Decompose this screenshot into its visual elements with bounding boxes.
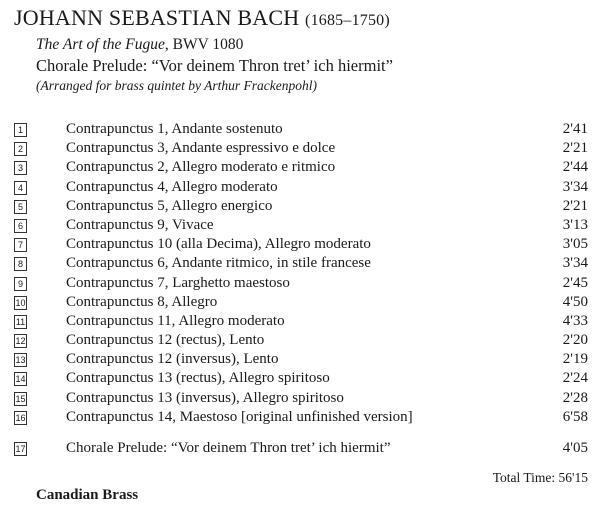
track-duration: 2'20 [562, 332, 588, 349]
track-title: Contrapunctus 6, Andante ritmico, in stile francese [66, 255, 371, 272]
track-row [14, 216, 588, 235]
track-duration: 2'45 [562, 274, 588, 291]
work-title: The Art of the Fugue [36, 36, 165, 53]
track-duration: 4'05 [562, 440, 588, 456]
track-number: 6 [14, 219, 27, 233]
track-row [14, 439, 588, 458]
track-title: Contrapunctus 12 (inversus), Lento [66, 351, 279, 368]
track-number: 10 [15, 297, 26, 308]
track-duration: 3'05 [562, 236, 588, 253]
track-duration: 3'34 [562, 255, 588, 272]
performer: Canadian Brass [36, 487, 139, 503]
track-row [14, 408, 588, 427]
track-number: 12 [15, 336, 26, 347]
track-title: Contrapunctus 11, Allegro moderato [66, 312, 285, 329]
work-number: , BWV 1080 [164, 36, 244, 53]
track-duration: 2'21 [562, 197, 588, 214]
track-number: 4 [14, 181, 27, 195]
track-row [14, 312, 588, 331]
composer-line [14, 4, 393, 35]
track-row [14, 350, 588, 369]
track-row [14, 293, 588, 312]
track-row [14, 158, 588, 177]
track-duration: 2'24 [562, 370, 588, 387]
track-duration: 6'58 [562, 408, 588, 425]
track-title: Contrapunctus 1, Andante sostenuto [66, 121, 283, 137]
track-number: 14 [15, 374, 26, 385]
total-time: Total Time: 56'15 [492, 470, 588, 485]
composer-name: JOHANN SEBASTIAN BACH [14, 5, 300, 30]
chorale-line: Chorale Prelude: “Vor deinem Thron tret’ ich hiermit” [36, 56, 393, 75]
track-title: Contrapunctus 7, Larghetto maestoso [66, 274, 290, 291]
track-row [14, 197, 588, 216]
composer-dates: (1685–1750) [305, 12, 390, 29]
track-list [14, 120, 588, 458]
track-duration: 4'50 [562, 293, 588, 310]
track-title: Contrapunctus 3, Andante espressivo e dolce [66, 140, 336, 157]
track-duration: 3'34 [562, 178, 588, 195]
track-row [14, 235, 588, 254]
track-title: Contrapunctus 5, Allegro energico [66, 197, 273, 214]
track-row [14, 139, 588, 158]
track-title: Contrapunctus 2, Allegro moderato e ritmico [66, 159, 336, 176]
track-row [14, 178, 588, 197]
track-title: Contrapunctus 10 (alla Decima), Allegro moderato [66, 236, 371, 253]
track-number: 17 [15, 444, 26, 454]
track-row [14, 254, 588, 273]
arrangement-credit: (Arranged for brass quintet by Arthur Frackenpohl) [36, 78, 317, 93]
track-number: 9 [14, 277, 27, 291]
track-row [14, 120, 588, 139]
track-number: 13 [15, 355, 26, 366]
track-number: 5 [14, 200, 27, 214]
track-title: Contrapunctus 13 (rectus), Allegro spiritoso [66, 370, 330, 387]
track-number: 7 [14, 238, 27, 252]
track-number: 15 [15, 393, 26, 404]
track-title: Contrapunctus 14, Maestoso [original unfinished version] [66, 408, 413, 425]
track-row [14, 389, 588, 408]
track-duration: 4'33 [562, 312, 588, 329]
track-row [14, 369, 588, 388]
track-duration: 2'41 [562, 121, 588, 137]
track-duration: 3'13 [562, 216, 588, 233]
track-title: Contrapunctus 9, Vivace [66, 216, 214, 233]
track-title: Contrapunctus 8, Allegro [66, 293, 218, 310]
work-line [36, 35, 393, 55]
track-number: 2 [14, 142, 27, 156]
header [14, 4, 393, 95]
track-row [14, 274, 588, 293]
track-duration: 2'44 [562, 159, 588, 176]
track-title: Chorale Prelude: “Vor deinem Thron tret’ ich hiermit” [66, 440, 391, 456]
track-title: Contrapunctus 4, Allegro moderato [66, 178, 278, 195]
track-number: 1 [14, 123, 27, 137]
track-duration: 2'21 [562, 140, 588, 157]
track-duration: 2'19 [562, 351, 588, 368]
track-number: 8 [14, 257, 27, 271]
track-title: Contrapunctus 13 (inversus), Allegro spiritoso [66, 389, 344, 406]
track-number: 3 [14, 161, 27, 175]
track-number: 16 [15, 412, 26, 423]
track-row [14, 331, 588, 350]
track-title: Contrapunctus 12 (rectus), Lento [66, 332, 265, 349]
track-duration: 2'28 [562, 389, 588, 406]
track-number: 11 [15, 316, 26, 327]
